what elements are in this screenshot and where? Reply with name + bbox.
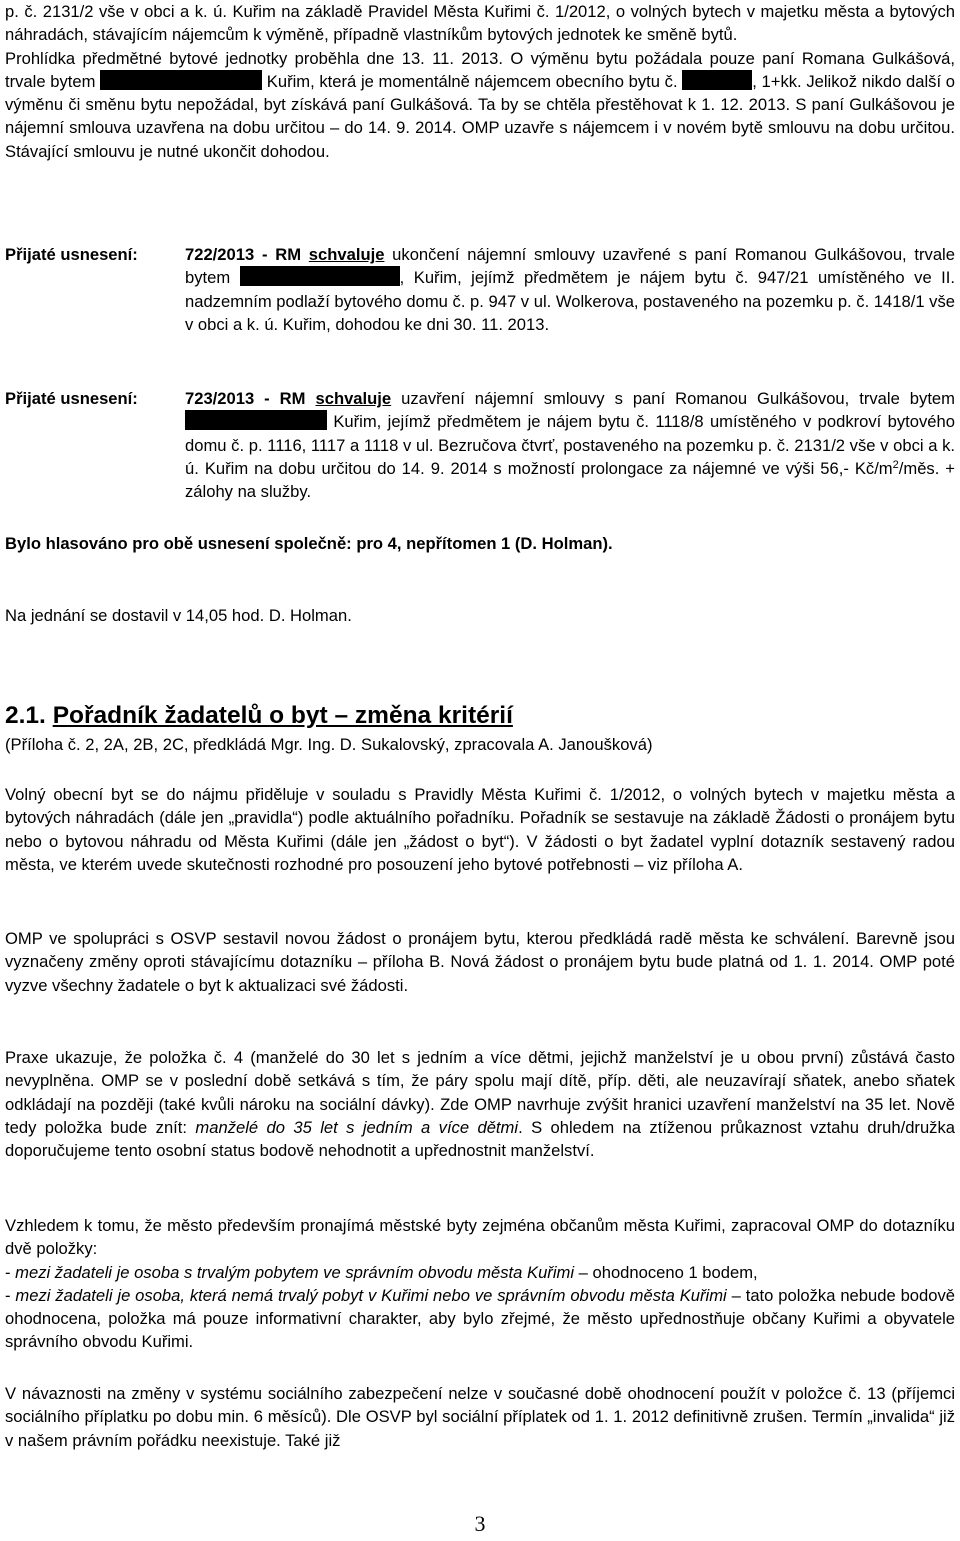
redaction-block <box>100 70 262 90</box>
vote-result <box>5 532 955 555</box>
italic-text: mezi žadateli je osoba, která nemá trvalý pobyt v Kuřimi nebo ve správním obvodu města Kuřimi <box>15 1285 727 1305</box>
text: (Příloha č. 2, 2A, 2B, 2C, předkládá Mgr. Ing. D. Sukalovský, zpracovala A. Janoušková) <box>5 735 653 754</box>
text: . S ohledem na ztíženou průkaznost vztahu druh/družka doporučujeme tento osobní status bodově nehodnotit a upřednostnit manželství. <box>5 1117 956 1161</box>
text: – tato položka nebude bodově ohodnocena, položka má pouze informativní charakter, aby bylo zřejmé, že město upřednostňuje občany Kuřimi a obyvatele správního obvodu Kuřimi. <box>5 1285 956 1352</box>
text: V návaznosti na změny v systému sociálního zabezpečení nelze v současné době ohodnocení použít v položce č. 13 (příjemci sociálního příplatku po dobu min. 6 měsíců). Dle OSVP byl sociální příplatek od 1. 1. 2012 definitivně zrušen. Termín „invalida“ již v našem právním pořádku neexistuje. Také již <box>5 1384 955 1450</box>
section-number: 2.1. <box>5 702 46 729</box>
text: Vzhledem k tomu, že město především pronajímá městské byty zejména občanům města Kuřimi, zapracoval OMP do dotazníku dvě položky: <box>5 1216 955 1259</box>
resolution-heading: Přijaté usnesení: <box>5 245 138 264</box>
page-number: 3 <box>474 1511 486 1536</box>
text: Praxe ukazuje, že položka č. 4 (manželé do 30 let s jedním a více dětmi, jejichž manželství je u obou první) zůstává často nevyplněna. OMP se v poslední době setkává s tím, že páry spolu mají dítě, příp. děti, ale neuzavírají sňatek, anebo sňatek odkládají na později (také kvůli nároku na sociální dávky). Zde OMP navrhuje zvýšit hranici uzavření manželství na 35 let. Nově tedy položka bude znít: <box>5 1048 955 1137</box>
section-attachment <box>5 733 955 756</box>
resolution-722 <box>5 243 955 336</box>
section-title: Pořadník žadatelů o byt – změna kritérií <box>52 702 513 729</box>
redaction-block <box>682 70 752 90</box>
resolution-number: 723/2013 - RM <box>185 389 306 408</box>
text: ukončení nájemní smlouvy uzavřené s paní Romanou Gulkášovou, trvale bytem <box>185 245 955 288</box>
superscript: 2 <box>892 458 899 471</box>
paragraph-residence: Vzhledem k tomu, že město především pronajímá městské byty zejména občanům města Kuřimi, zapracoval OMP do dotazníku dvě položky: - mezi žadateli je osoba s trvalým pobytem ve správním obvodu města Kuřimi – ohodnoceno 1 bodem, - mezi žadateli je osoba, která nemá trvalý pobyt v Kuřimi nebo ve správním obvodu města Kuřimi – tato položka nebude bodově ohodnocena, položka má pouze informativní charakter, aby bylo zřejmé, že město upřednostňuje občany Kuřimi a obyvatele správního obvodu Kuřimi. <box>5 1216 956 1352</box>
arrival-note <box>5 604 955 627</box>
text: – ohodnoceno 1 bodem, <box>574 1262 758 1282</box>
text: Kuřim, jejímž předmětem je nájem bytu č. 1118/8 umístěného v podkroví bytového domu č. p. 1116, 1117 a 1118 v ul. Bezručova čtvrť, postaveného na pozemku p. č. 2131/2 vše v obci a k. ú. Kuřim na dobu určitou do 14. 9. 2014 s možností prolongace za nájemné ve výši 56,- Kč/m <box>185 412 955 478</box>
text: , Kuřim, jejímž předmětem je nájem bytu č. 947/21 umístěného ve II. nadzemním podlaží bytového domu č. p. 947 v ul. Wolkerova, postaveného na pozemku p. č. 1418/1 vše v obci a k. ú. Kuřim, dohodou ke dni 30. 11. 2013. <box>185 268 955 334</box>
text: OMP ve spolupráci s OSVP sestavil novou žádost o pronájem bytu, kterou předkládá radě města ke schválení. Barevně jsou vyznačeny změny oproti stávajícímu dotazníku – příloha B. Nová žádost o pronájem bytu bude platná od 1. 1. 2014. OMP poté vyzve všechny žadatele o byt k aktualizaci své žádosti. <box>5 929 955 995</box>
vote-text: Bylo hlasováno pro obě usnesení společně: pro 4, nepřítomen 1 (D. Holman). <box>5 534 613 553</box>
paragraph-social <box>5 1382 955 1452</box>
paragraph-new-application <box>5 927 955 997</box>
paragraph-allocation <box>5 783 955 876</box>
resolution-723 <box>5 387 955 503</box>
text: Volný obecní byt se do nájmu přiděluje v souladu s Pravidly Města Kuřimi č. 1/2012, o volných bytech v majetku města a bytových náhradách (dále jen „pravidla“) podle aktuálního pořadníku. Pořadník se sestavuje na základě Žádosti o pronájem bytu nebo o bytovou náhradu od Města Kuřimi (dále jen „žádost o byt“). V žádosti o byt žadatel vyplní dotazník sestavený radou města, ve kterém uvede skutečnosti rozhodné pro posouzení jeho bytové potřebnosti – viz příloha A. <box>5 785 955 874</box>
text: Kuřim, která je momentálně nájemcem obecního bytu č. <box>266 71 678 91</box>
redaction-block <box>185 410 327 430</box>
text: uzavření nájemní smlouvy s paní Romanou Gulkášovou, trvale bytem <box>401 389 955 408</box>
resolution-verb: schvaluje <box>308 245 385 264</box>
text: Na jednání se dostavil v 14,05 hod. D. Holman. <box>5 606 352 625</box>
text: Prohlídka předmětné bytové jednotky proběhla dne 13. 11. 2013. O výměnu bytu požádala pouze paní Romana Gulkášová, trvale bytem <box>5 48 955 91</box>
resolution-verb: schvaluje <box>315 389 392 408</box>
italic-text: manželé do 35 let s jedním a více dětmi <box>195 1117 519 1137</box>
resolution-heading: Přijaté usnesení: <box>5 389 138 408</box>
text: p. č. 2131/2 vše v obci a k. ú. Kuřim na základě Pravidel Města Kuřimi č. 1/2012, o volných bytech v majetku města a bytových náhradách, stávajícím nájemcům k výměně, případně vlastníkům bytových jednotek ke směně bytů. <box>5 2 955 45</box>
section-heading <box>5 701 513 731</box>
resolution-number: 722/2013 - RM <box>185 245 302 264</box>
text: , 1+kk. Jelikož nikdo další o výměnu či směnu bytu nepožádal, byt získává paní Gulkášová. Ta by se chtěla přestěhovat k 1. 12. 2013. S paní Gulkášovou je nájemní smlouva uzavřena na dobu určitou – do 14. 9. 2014. OMP uzavře s nájemcem i v novém bytě smlouvu na dobu určitou. Stávající smlouvu je nutné ukončit dohodou. <box>5 71 955 161</box>
italic-text: mezi žadateli je osoba s trvalým pobytem ve správním obvodu města Kuřimi <box>15 1262 575 1282</box>
paragraph-item-4 <box>5 1046 955 1162</box>
redaction-block <box>240 266 400 286</box>
paragraph-intro <box>5 0 955 163</box>
text: /měs. + zálohy na služby. <box>185 458 956 502</box>
